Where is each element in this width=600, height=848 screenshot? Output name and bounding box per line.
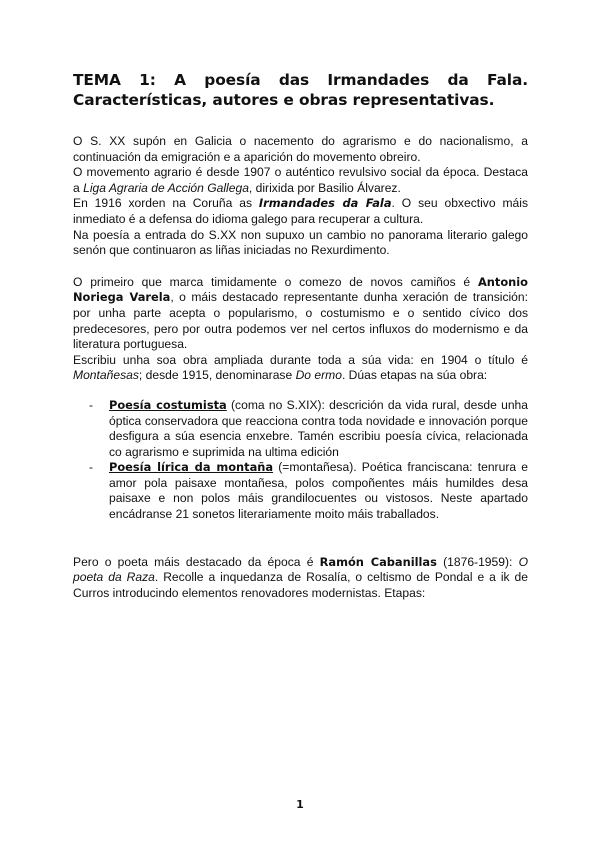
stage-text: (coma no S.XIX): descrición da vida rural, desde unha óptica conservadora que reacciona contra toda novidade e innovación porque desfigura a súa esencia enxebre. Tamén escribiu poesía cívica, relacionada co agrarismo e suprimida na ultima edición — [109, 397, 528, 459]
page-title: TEMA 1: A poesía das Irmandades da Fala. Características, autores e obras representativas. — [73, 71, 528, 109]
montanesas-title: Montañesas — [73, 368, 139, 383]
noriega-text: , o máis destacado representante dunha xeración de transición: por unha parte acepta o popularismo, o costumismo e o sentido cívico dos predecesores, pero por outra podemos ver nel certos influxos do modernismo e da literatura portuguesa. — [73, 290, 528, 352]
stage-text: (=montañesa). Poética franciscana: tenrura e amor pola paisaxe montañesa, polos compoñentes máis humildes desa paisaxe e non polos máis grandilocuentes ou vistosos. Neste apartado encádranse 21 sonetos literariamente moito máis traballados. — [109, 460, 529, 522]
list-item — [73, 398, 528, 460]
noriega-text: Escribiu unha soa obra ampliada durante toda a súa vida: en 1904 o título é — [73, 352, 528, 367]
document-page — [73, 70, 528, 601]
spacer — [73, 523, 528, 555]
intro-paragraph-4 — [73, 228, 528, 259]
irmandades-name: Irmandades da Fala — [258, 196, 392, 211]
noriega-paragraph-2 — [73, 353, 528, 384]
intro-text: , dirixida por Basilio Álvarez. — [248, 180, 401, 195]
poeta-da-raza: O poeta da Raza — [73, 554, 528, 585]
list-dash: - — [89, 397, 94, 412]
page-number: 1 — [296, 798, 304, 811]
liga-agraria-name: Liga Agraria de Acción Gallega — [83, 180, 249, 195]
intro-paragraph-3 — [73, 196, 528, 227]
cabanillas-paragraph — [73, 555, 528, 602]
noriega-paragraph-1 — [73, 275, 528, 353]
stage-label: Poesía costumista — [109, 397, 227, 412]
intro-text: O movemento agrario é desde 1907 o auténtico revulsivo social da época. Destaca a — [73, 165, 528, 195]
stage-label: Poesía lírica da montaña — [109, 460, 274, 475]
noriega-text: ; desde 1915, denominarase — [138, 368, 296, 383]
noriega-name: Antonio Noriega Varela — [73, 274, 528, 305]
noriega-text: O primeiro que marca timidamente o comezo de novos camiños é — [73, 274, 478, 289]
spacer — [73, 259, 528, 275]
noriega-stages-list — [73, 398, 528, 523]
cabanillas-name: Ramón Cabanillas — [319, 554, 437, 569]
cabanillas-text: (1876-1959): — [436, 554, 519, 569]
cabanillas-text: . Recolle a inquedanza de Rosalía, o celtismo de Pondal e a ik de Curros introducindo elementos renovadores modernistas. Etapas: — [73, 570, 528, 600]
intro-text: . O seu obxectivo máis inmediato é a defensa do idioma galego para recuperar a cultura. — [73, 196, 528, 226]
intro-text: Na poesía a entrada do S.XX non supuxo un cambio no panorama literario galego senón que continuaron as liñas iniciadas no Rexurdimento. — [73, 227, 528, 258]
intro-text: En 1916 xorden na Coruña as — [73, 196, 259, 211]
do-ermo-title: Do ermo — [295, 368, 342, 383]
list-dash: - — [89, 460, 94, 475]
intro-paragraph-1 — [73, 134, 528, 165]
cabanillas-text: Pero o poeta máis destacado da época é — [73, 554, 320, 569]
list-item — [73, 460, 528, 522]
intro-text: O S. XX supón en Galicia o nacemento do agrarismo e do nacionalismo, a continuación da emigración e a aparición do movemento obreiro. — [73, 134, 528, 164]
noriega-text: . Dúas etapas na súa obra: — [341, 368, 488, 383]
intro-paragraph-2 — [73, 165, 528, 196]
